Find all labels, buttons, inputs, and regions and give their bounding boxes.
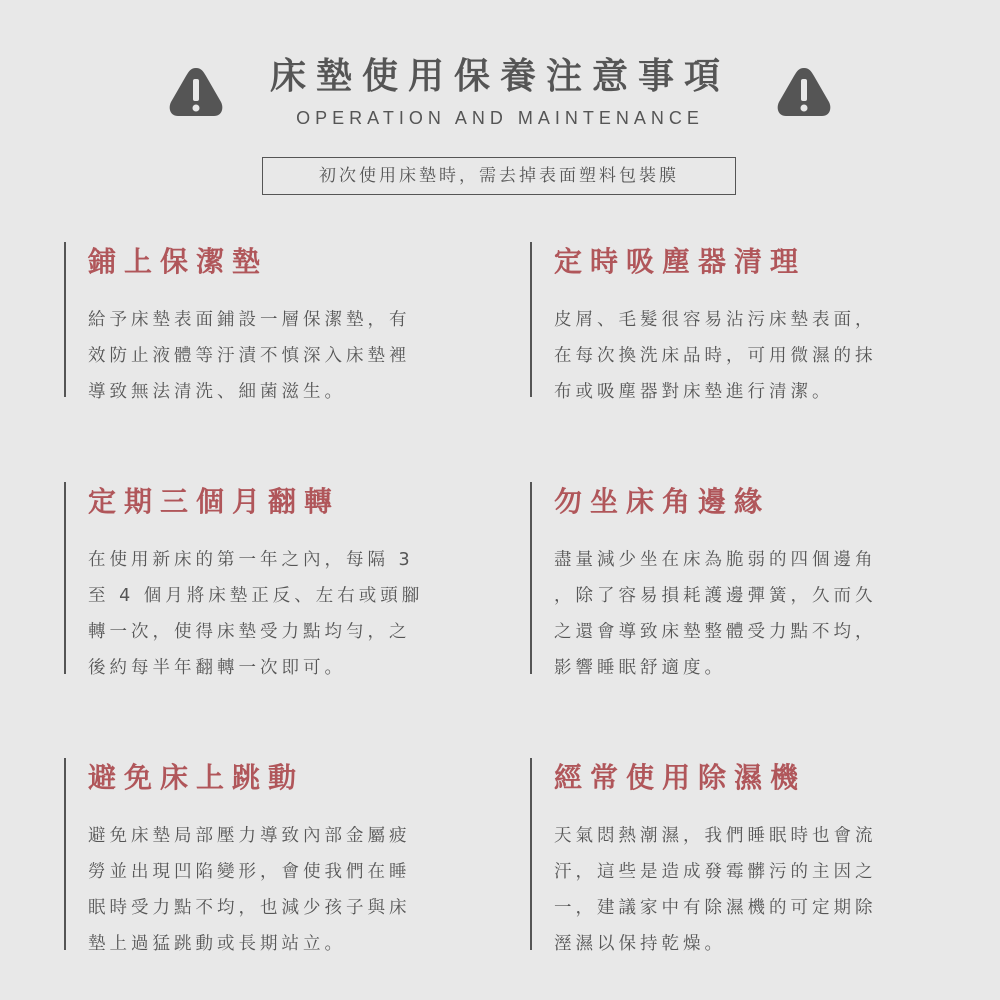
section-title: 定時吸塵器清理 <box>554 245 807 278</box>
warning-icon <box>776 66 832 118</box>
body-line: 汗，這些是造成發霉髒污的主因之 <box>554 862 877 882</box>
body-line: 後約每半年翻轉一次即可。 <box>88 658 346 678</box>
body-line: 勞並出現凹陷變形，會使我們在睡 <box>88 862 411 882</box>
section-avoid-jumping <box>64 758 464 954</box>
body-line: 之還會導致床墊整體受力點不均， <box>554 622 877 642</box>
section-title: 避免床上跳動 <box>88 761 305 794</box>
body-line: 墊上過猛跳動或長期站立。 <box>88 934 346 954</box>
body-line: 至 4 個月將床墊正反、左右或頭腳 <box>88 586 424 606</box>
body-line: 天氣悶熱潮濕，我們睡眠時也會流 <box>554 826 877 846</box>
section-body <box>88 818 488 962</box>
body-line: 導致無法清洗、細菌滋生。 <box>88 382 346 402</box>
body-line: 皮屑、毛髮很容易沾污床墊表面， <box>554 310 877 330</box>
section-title: 經常使用除濕機 <box>554 761 807 794</box>
section-body <box>88 542 488 686</box>
body-line: 盡量減少坐在床為脆弱的四個邊角 <box>554 550 877 570</box>
body-line: 布或吸塵器對床墊進行清潔。 <box>554 382 834 402</box>
body-line: 轉一次，使得床墊受力點均勻，之 <box>88 622 411 642</box>
section-body <box>554 818 964 962</box>
section-body <box>554 542 964 686</box>
body-line: 眠時受力點不均，也減少孩子與床 <box>88 898 411 918</box>
body-line: 避免床墊局部壓力導致內部金屬疲 <box>88 826 411 846</box>
body-line: 一，建議家中有除濕機的可定期除 <box>554 898 877 918</box>
body-line: 在使用新床的第一年之內，每隔 3 <box>88 550 414 570</box>
section-body <box>88 302 488 410</box>
page-title: 床墊使用保養注意事項 <box>269 56 730 97</box>
section-title: 定期三個月翻轉 <box>88 485 341 518</box>
body-line: 在每次換洗床品時，可用微濕的抹 <box>554 346 877 366</box>
section-protector-pad <box>64 242 464 402</box>
body-line: 效防止液體等汙漬不慎深入床墊裡 <box>88 346 411 366</box>
header <box>0 52 1000 130</box>
body-line: ，除了容易損耗護邊彈簧，久而久 <box>554 586 877 606</box>
body-line: 影響睡眠舒適度。 <box>554 658 726 678</box>
section-dehumidifier <box>530 758 930 954</box>
section-flip-mattress <box>64 482 464 678</box>
section-title: 勿坐床角邊緣 <box>554 485 771 518</box>
page-subtitle: OPERATION AND MAINTENANCE <box>296 108 704 128</box>
section-title: 鋪上保潔墊 <box>88 245 269 278</box>
body-line: 溼濕以保持乾燥。 <box>554 934 726 954</box>
notice-box: 初次使用床墊時，需去掉表面塑料包裝膜 <box>262 157 736 195</box>
section-vacuum-cleaning <box>530 242 930 402</box>
section-body <box>554 302 964 410</box>
warning-icon <box>168 66 224 118</box>
body-line: 給予床墊表面鋪設一層保潔墊，有 <box>88 310 411 330</box>
section-avoid-edge-sitting <box>530 482 930 678</box>
